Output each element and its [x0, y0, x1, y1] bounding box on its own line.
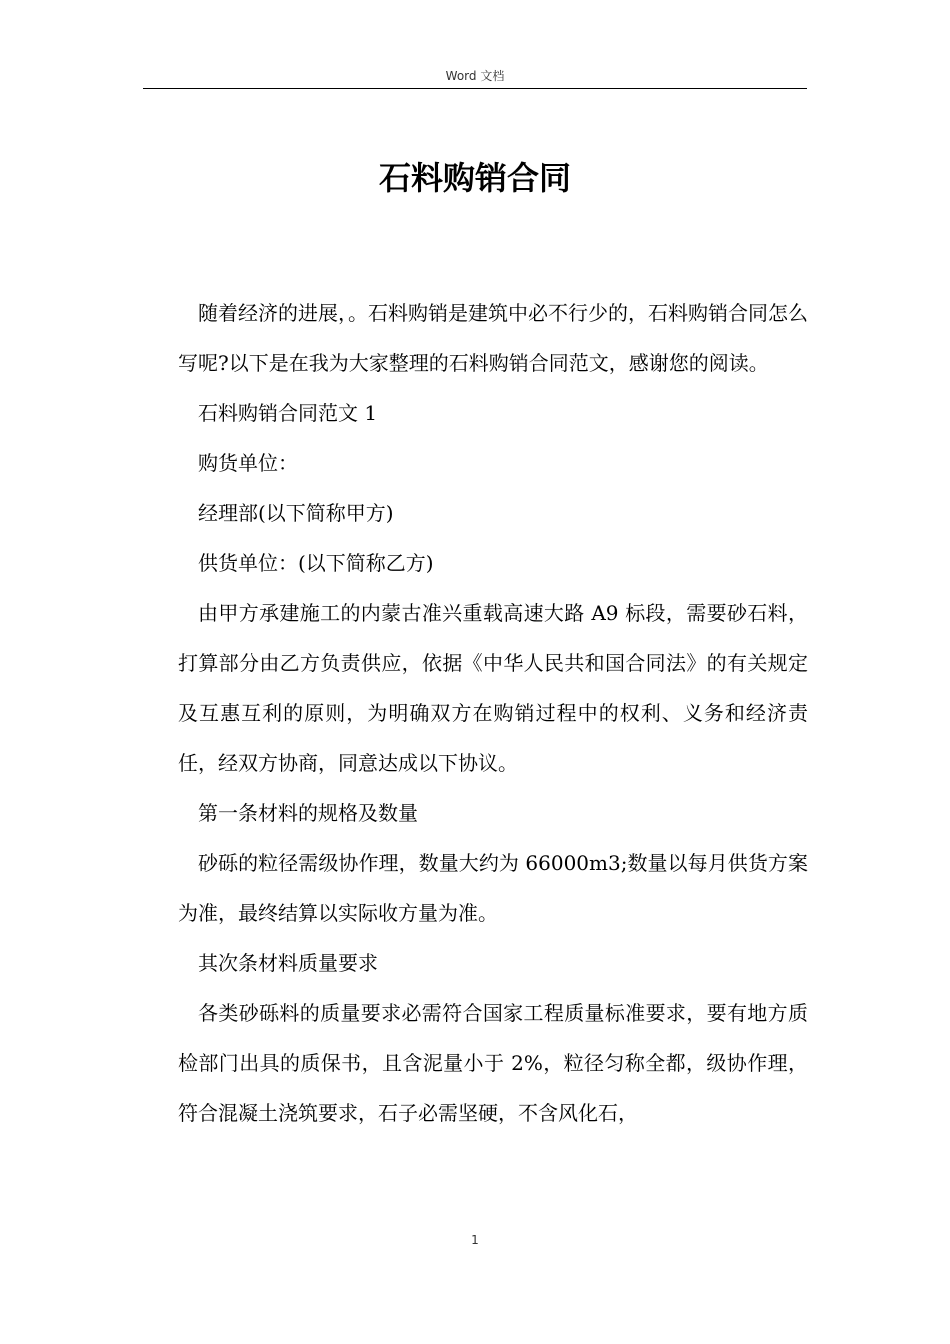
paragraph-article-2-body: 各类砂砾料的质量要求必需符合国家工程质量标准要求，要有地方质检部门出具的质保书，且含泥量小于 2%，粒径匀称全都，级协作理，符合混凝土浇筑要求，石子必需坚硬，不含风化石，	[178, 1001, 808, 1125]
paragraph-buyer-name: 经理部(以下简称甲方)	[198, 501, 394, 525]
document-title: 石料购销合同	[378, 159, 571, 197]
paragraph-preamble: 由甲方承建施工的内蒙古准兴重载高速大路 A9 标段，需要砂石料，打算部分由乙方负责供应，依据《中华人民共和国合同法》的有关规定及互惠互利的原则，为明确双方在购销过程中的权利、义务和经济责任，经双方协商，同意达成以下协议。	[178, 601, 808, 775]
paragraph-article-2-heading: 其次条材料质量要求	[198, 951, 378, 975]
paragraph-intro: 随着经济的进展，。石料购销是建筑中必不行少的，石料购销合同怎么写呢?以下是在我为大家整理的石料购销合同范文，感谢您的阅读。	[178, 301, 808, 375]
paragraph-supplier: 供货单位：(以下简称乙方)	[198, 551, 434, 575]
paragraph-buyer: 购货单位：	[198, 451, 298, 475]
paragraph-article-1-body: 砂砾的粒径需级协作理，数量大约为 66000m3;数量以每月供货方案为准，最终结算以实际收方量为准。	[178, 851, 808, 925]
paragraph-article-1-heading: 第一条材料的规格及数量	[198, 801, 418, 825]
header-rule	[143, 88, 807, 89]
page-number: 1	[471, 1233, 479, 1247]
paragraph-sample-heading: 石料购销合同范文 1	[198, 401, 378, 425]
document-body	[178, 288, 808, 1138]
page-header-label: Word 文档	[445, 69, 505, 83]
